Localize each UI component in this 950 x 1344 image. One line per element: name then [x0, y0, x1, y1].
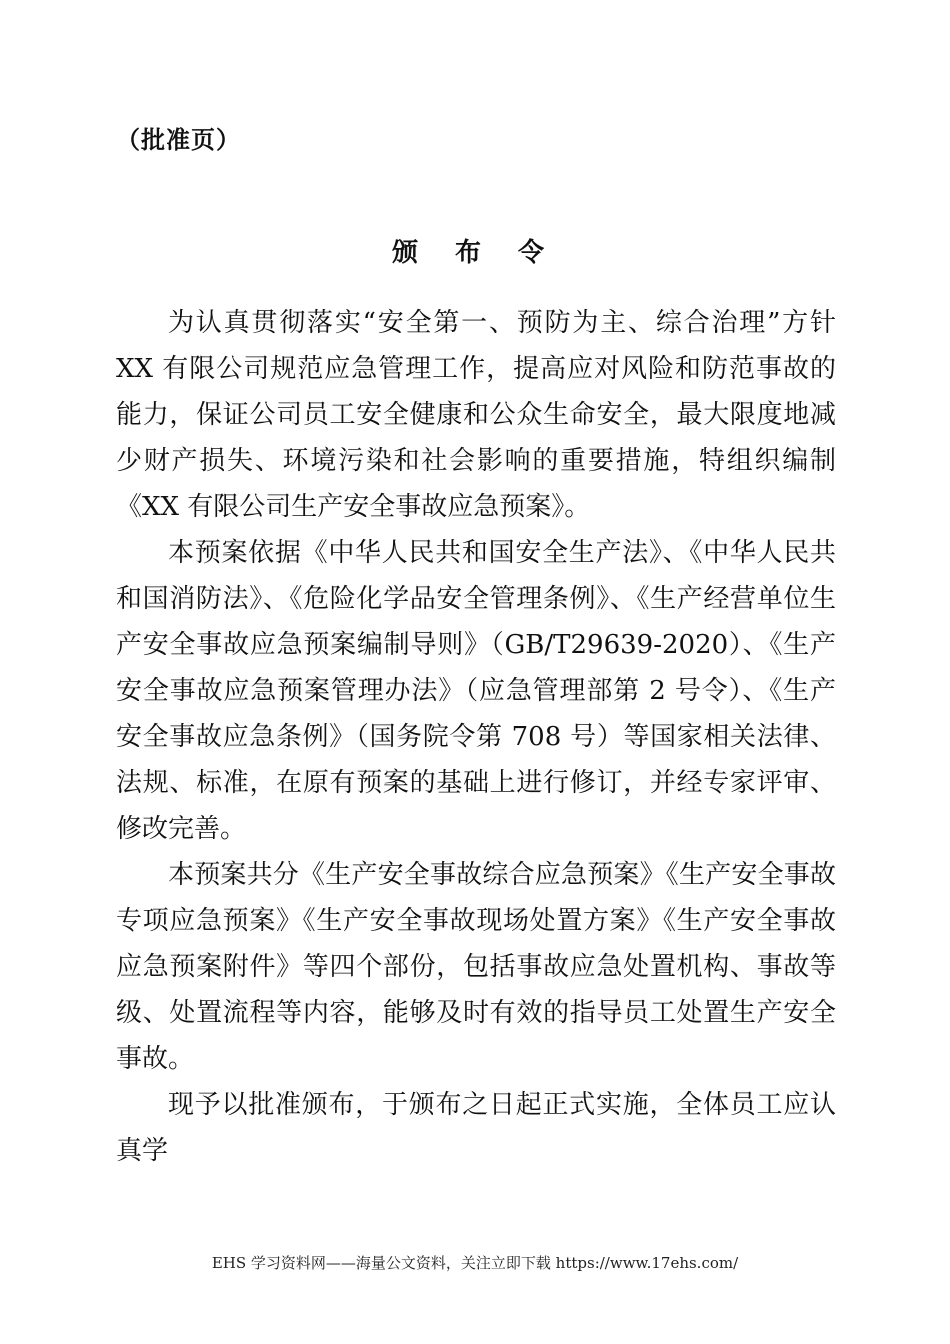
document-title: 颁 布 令: [391, 238, 559, 268]
page-footer: EHS 学习资料网——海量公文资料，关注立即下载 https://www.17ehs.com/: [211, 1254, 739, 1272]
document-body: [116, 300, 836, 1174]
paragraph-legal-basis: 本预案依据《中华人民共和国安全生产法》、《中华人民共和国消防法》、《危险化学品安全管理条例》、《生产经营单位生产安全事故应急预案编制导则》（GB/T29639-2020）、《生产安全事故应急预案管理办法》（应急管理部第 2 号令）、《生产安全事故应急条例》（国务院令第 708 号）等国家相关法律、法规、标准，在原有预案的基础上进行修订，并经专家评审、修改完善。: [116, 538, 836, 844]
approval-page-label: （批准页）: [116, 125, 241, 154]
paragraph-enactment: 现予以批准颁布，于颁布之日起正式实施，全体员工应认真学: [116, 1090, 836, 1166]
paragraph-structure: 本预案共分《生产安全事故综合应急预案》《生产安全事故专项应急预案》《生产安全事故现场处置方案》《生产安全事故应急预案附件》等四个部份，包括事故应急处置机构、事故等级、处置流程等内容，能够及时有效的指导员工处置生产安全事故。: [116, 860, 836, 1074]
paragraph-purpose: 为认真贯彻落实“安全第一、预防为主、综合治理”方针 XX 有限公司规范应急管理工作，提高应对风险和防范事故的能力，保证公司员工安全健康和公众生命安全，最大限度地减少财产损失、环境污染和社会影响的重要措施，特组织编制《XX 有限公司生产安全事故应急预案》。: [116, 308, 836, 522]
